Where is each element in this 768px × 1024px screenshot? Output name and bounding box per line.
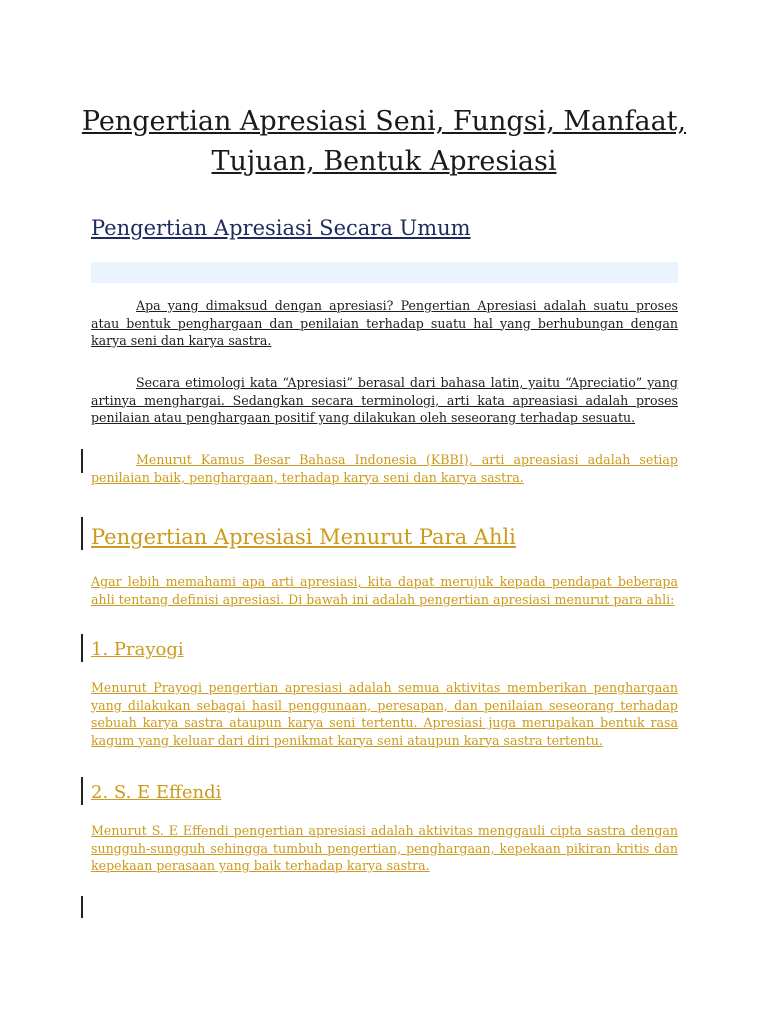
page-title: Pengertian Apresiasi Seni, Fungsi, Manfaat, Tujuan, Bentuk Apresiasi [81, 106, 687, 177]
text-cursor [81, 896, 83, 918]
margin-bar [81, 777, 83, 805]
paragraph-prayogi: Menurut Prayogi pengertian apresiasi adalah semua aktivitas memberikan penghargaan yang dilakukan sebagai hasil penggunaan, peresapan, dan penilaian seseorang terhadap sebuah karya sastra ataupun karya seni tertentu. Apresiasi juga merupakan bentuk rasa kagum yang keluar dari diri penikmat karya seni ataupun karya sastra tertentu. [91, 680, 678, 748]
paragraph-experts-intro: Agar lebih memahami apa arti apresiasi, kita dapat merujuk kepada pendapat beberapa ahli tentang definisi apresiasi. Di bawah ini adalah pengertian apresiasi menurut para ahli: [91, 574, 678, 607]
highlight-band [91, 262, 678, 283]
expert-heading-prayogi: 1. Prayogi [91, 639, 184, 660]
paragraph-definition: Apa yang dimaksud dengan apresiasi? Pengertian Apresiasi adalah suatu proses atau bentuk penghargaan dan penilaian terhadap suatu hal yang berhubungan dengan karya seni dan karya sastra. [91, 298, 678, 348]
margin-bar [81, 634, 83, 662]
section-heading-general: Pengertian Apresiasi Secara Umum [91, 216, 471, 240]
paragraph-etymology: Secara etimologi kata “Apresiasi” berasal dari bahasa latin, yaitu “Apreciatio” yang artinya menghargai. Sedangkan secara terminologi, arti kata apreasiasi adalah proses penilaian atau penghargaan positif yang dilakukan oleh seseorang terhadap sesuatu. [91, 375, 678, 425]
margin-bar [81, 449, 83, 473]
expert-heading-effendi: 2. S. E Effendi [91, 782, 222, 803]
paragraph-effendi: Menurut S. E Effendi pengertian apresiasi adalah aktivitas menggauli cipta sastra dengan sungguh-sungguh sehingga tumbuh pengertian, penghargaan, kepekaan pikiran kritis dan kepekaan perasaan yang baik terhadap karya sastra. [91, 823, 678, 873]
paragraph-kbbi: Menurut Kamus Besar Bahasa Indonesia (KBBI), arti apreasiasi adalah setiap penilaian baik, penghargaan, terhadap karya seni dan karya sastra. [91, 452, 678, 485]
section-heading-experts: Pengertian Apresiasi Menurut Para Ahli [91, 525, 516, 549]
margin-bar [81, 517, 83, 550]
